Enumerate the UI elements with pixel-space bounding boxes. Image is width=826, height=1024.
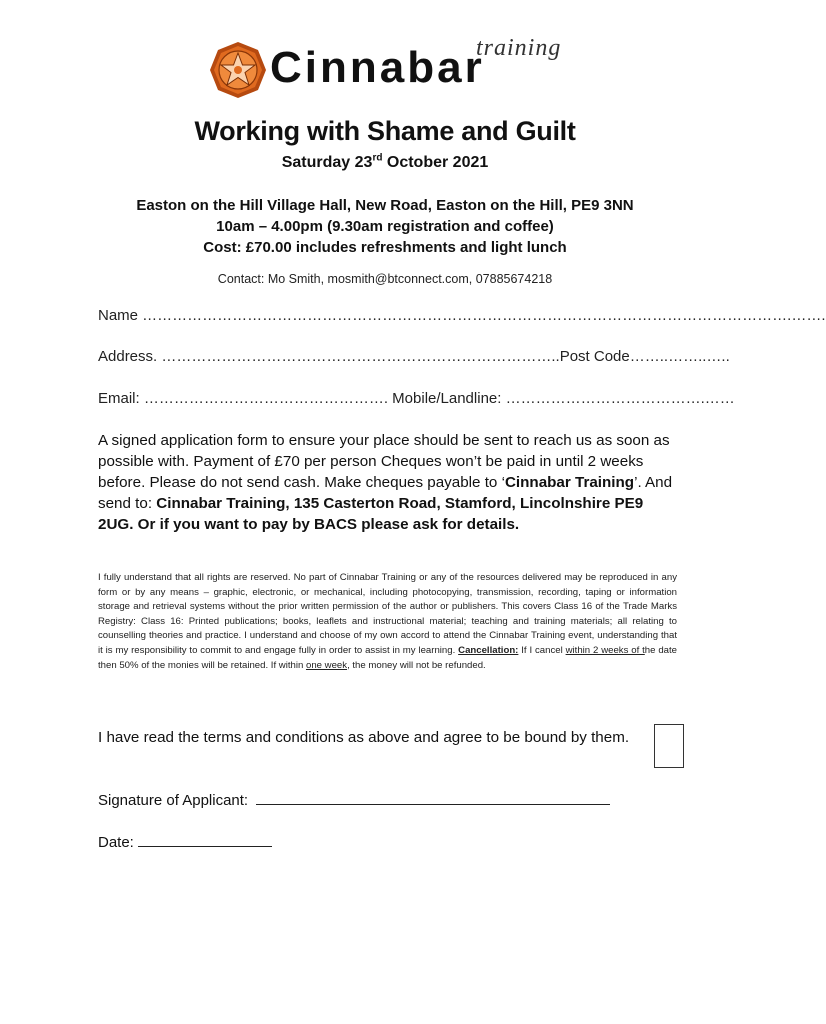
logo-wordmark: Cinnabar — [270, 43, 485, 92]
terms-paragraph — [98, 571, 677, 673]
venue-details — [0, 195, 770, 258]
signature-field[interactable] — [98, 790, 610, 809]
instructions-text-1: A signed application form to ensure your place should be sent to reach us as soon as possible with. Payment of £70 per person Cheques won’t be paid in until 2 weeks before. Please do not send cash. Make cheques payable to ‘ — [98, 432, 670, 491]
terms-text: I fully understand that all rights are reserved. No part of Cinnabar Training or any of the resources delivered may be reproduced in any form or by any means – graphic, electronic, or mechanical, including photocopying, transmission, recording, taping or information storage and retrieval systems without the prior written permission of the author or publishers. This covers Class 16 of the Trade Marks Registry: Class 16: Printed publications; books, leaflets and instructional material; teaching and training materials; all relating to counselling theories and practice. I understand and choose of my own accord to attend the Cinnabar Training event, understanding that it is my responsibility to commit to and engage fully in order to assist in my learning. — [98, 572, 677, 656]
cancellation-label: Cancellation: — [458, 644, 519, 656]
signature-label: Signature of Applicant: — [98, 792, 249, 809]
address-field[interactable]: Address. ……………………………………………………………………..Post Code……..……..….. — [98, 348, 730, 365]
date-label: Date: — [98, 834, 134, 851]
cinnabar-logo — [208, 35, 588, 100]
venue-time: 10am – 4.00pm (9.30am registration and coffee) — [216, 218, 554, 235]
cancel-text-3: , the money will not be refunded. — [347, 659, 486, 671]
cancel-text-2: he date then 50% of the monies will be retained. If within — [98, 644, 678, 671]
date-field[interactable] — [98, 832, 272, 851]
page-title: Working with Shame and Guilt — [194, 116, 576, 146]
venue-cost: Cost: £70.00 includes refreshments and light lunch — [203, 239, 567, 256]
cancel-underline-1: within 2 weeks of t — [565, 644, 645, 656]
contact-line: Contact: Mo Smith, mosmith@btconnect.com, 07885674218 — [217, 272, 553, 286]
agreement-statement: I have read the terms and conditions as above and agree to be bound by them. — [98, 729, 630, 746]
logo-tagline: training — [476, 35, 562, 61]
payment-instructions — [98, 430, 673, 535]
payee-name: Cinnabar Training — [504, 474, 635, 491]
venue-address: Easton on the Hill Village Hall, New Road, Easton on the Hill, PE9 3NN — [136, 197, 634, 214]
postal-address: Cinnabar Training, 135 Casterton Road, Stamford, Lincolnshire PE9 2UG. Or if you want to pay by BACS please ask for details. — [98, 495, 644, 533]
event-date — [0, 154, 770, 172]
email-phone-field[interactable]: Email: …………………………………………. Mobile/Landline: ………………………………….…… — [98, 390, 735, 407]
cancel-text-1: If I cancel — [518, 644, 566, 656]
cancel-underline-2: one week — [305, 659, 348, 671]
event-date-suffix: rd — [372, 152, 383, 164]
date-line[interactable] — [138, 832, 272, 847]
event-date-rest: October 2021 — [382, 154, 489, 171]
instructions-text-2: ’. And send to: — [98, 474, 673, 512]
agreement-checkbox[interactable] — [654, 724, 684, 768]
signature-line[interactable] — [256, 790, 610, 805]
name-field[interactable]: Name ………………………………………………………………………………………………………………….……. — [98, 307, 826, 324]
star-emblem-icon — [208, 40, 268, 100]
event-date-day: Saturday 23 — [281, 154, 373, 171]
